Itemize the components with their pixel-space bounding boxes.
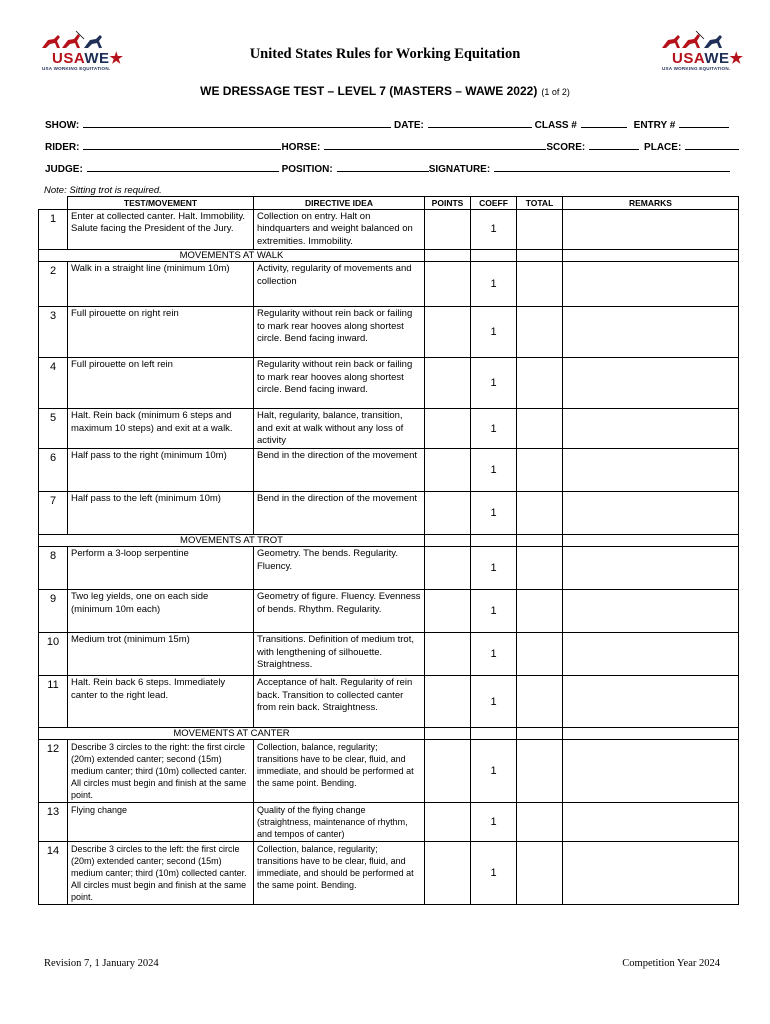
total-cell[interactable] [517,633,563,676]
date-field[interactable] [428,118,532,128]
total-cell[interactable] [517,740,563,803]
table-header [39,197,739,210]
place-field[interactable] [685,140,739,150]
page-indicator: (1 of 2) [541,87,570,97]
entry-field[interactable] [679,118,729,128]
remarks-cell[interactable] [563,547,739,590]
date-label: DATE: [394,120,424,131]
directive-text: Regularity without rein back or failing to mark rear hooves along shortest circle. Bend facing inward. [254,358,425,409]
points-cell[interactable] [425,492,471,535]
directive-text: Bend in the direction of the movement [254,449,425,492]
score-field[interactable] [589,140,639,150]
table-row [39,492,739,535]
table-row [39,842,739,905]
logo-usa: USA [672,50,705,67]
movement-number: 6 [39,449,68,492]
test-name: WE DRESSAGE TEST – LEVEL 7 (MASTERS – WAWE 2022) [200,84,538,98]
movement-text: Two leg yields, one on each side (minimum 10m each) [68,590,254,633]
remarks-cell[interactable] [563,842,739,905]
movement-text: Halt. Rein back 6 steps. Immediately canter to the right lead. [68,676,254,728]
signature-label: SIGNATURE: [428,164,491,175]
horse-label: HORSE: [281,142,321,153]
points-cell[interactable] [425,740,471,803]
remarks-cell[interactable] [563,633,739,676]
total-cell[interactable] [517,262,563,307]
total-cell[interactable] [517,210,563,250]
section-walk: MOVEMENTS AT WALK [39,250,425,262]
movement-number: 2 [39,262,68,307]
points-cell[interactable] [425,210,471,250]
remarks-cell[interactable] [563,307,739,358]
total-cell[interactable] [517,842,563,905]
revision-footer: Revision 7, 1 January 2024 [44,958,159,969]
logo-tagline: USA WORKING EQUITATION. [662,66,731,71]
points-cell[interactable] [425,262,471,307]
movement-number: 5 [39,409,68,449]
total-cell[interactable] [517,358,563,409]
coeff-cell: 1 [471,676,517,728]
table-row [39,590,739,633]
directive-text: Regularity without rein back or failing to mark rear hooves along shortest circle. Bend facing inward. [254,307,425,358]
remarks-cell[interactable] [563,740,739,803]
judge-field[interactable] [87,162,279,172]
section-row [39,250,739,262]
points-cell[interactable] [425,590,471,633]
header-movement: TEST/MOVEMENT [68,197,254,210]
directive-text: Acceptance of halt. Regularity of rein back. Transition to collected canter from rein back. Straightness. [254,676,425,728]
points-cell[interactable] [425,842,471,905]
table-row [39,547,739,590]
total-cell[interactable] [517,307,563,358]
movement-number: 1 [39,210,68,250]
points-cell[interactable] [425,547,471,590]
table-row [39,449,739,492]
coeff-cell: 1 [471,803,517,842]
directive-text: Halt, regularity, balance, transition, and exit at walk without any loss of activity [254,409,425,449]
table-row [39,633,739,676]
table-row [39,803,739,842]
remarks-cell[interactable] [563,590,739,633]
signature-field[interactable] [494,162,730,172]
points-cell[interactable] [425,358,471,409]
rider-field[interactable] [83,140,281,150]
directive-text: Transitions. Definition of medium trot, with lengthening of silhouette. Straightness. [254,633,425,676]
class-field[interactable] [581,118,627,128]
logo-we: WE [84,50,110,67]
section-canter: MOVEMENTS AT CANTER [39,728,425,740]
total-cell[interactable] [517,409,563,449]
movement-text: Enter at collected canter. Halt. Immobility. Salute facing the President of the Jury. [68,210,254,250]
rider-label: RIDER: [45,142,80,153]
coeff-cell: 1 [471,262,517,307]
directive-text: Geometry. The bends. Regularity. Fluency. [254,547,425,590]
remarks-cell[interactable] [563,358,739,409]
coeff-cell: 1 [471,547,517,590]
table-row [39,358,739,409]
movement-number: 11 [39,676,68,728]
test-subtitle [0,84,770,98]
directive-text: Collection, balance, regularity; transitions have to be clear, fluid, and immediate, and should be performed at the same point. Bending. [254,740,425,803]
coeff-cell: 1 [471,633,517,676]
horse-field[interactable] [324,140,546,150]
coeff-cell: 1 [471,842,517,905]
movement-text: Describe 3 circles to the left: the first circle (20m) extended canter; second (15m) medium canter; third (10m) collected canter. All circles must begin and finish at the same point. [68,842,254,905]
movement-text: Half pass to the left (minimum 10m) [68,492,254,535]
table-row [39,740,739,803]
position-label: POSITION: [281,164,333,175]
class-label: CLASS # [534,120,577,131]
coeff-cell: 1 [471,210,517,250]
movement-number: 3 [39,307,68,358]
table-row [39,262,739,307]
coeff-cell: 1 [471,409,517,449]
show-field[interactable] [83,118,391,128]
directive-text: Activity, regularity of movements and collection [254,262,425,307]
dressage-test-table [38,196,739,905]
total-cell[interactable] [517,547,563,590]
remarks-cell[interactable] [563,492,739,535]
header-points: POINTS [425,197,471,210]
total-cell[interactable] [517,803,563,842]
table-row [39,409,739,449]
movement-text: Halt. Rein back (minimum 6 steps and maximum 10 steps) and exit at a walk. [68,409,254,449]
directive-text: Quality of the flying change (straightness, maintenance of rhythm, and tempos of canter) [254,803,425,842]
header-coeff: COEFF [471,197,517,210]
coeff-cell: 1 [471,590,517,633]
fields-row-judge [45,162,730,175]
logo-tagline: USA WORKING EQUITATION. [42,66,111,71]
header-directive: DIRECTIVE IDEA [254,197,425,210]
place-label: PLACE: [644,142,682,153]
remarks-cell[interactable] [563,262,739,307]
header-total: TOTAL [517,197,563,210]
entry-label: ENTRY # [633,120,676,131]
points-cell[interactable] [425,676,471,728]
remarks-cell[interactable] [563,676,739,728]
coeff-cell: 1 [471,740,517,803]
logo-we: WE [704,50,730,67]
sitting-trot-note: Note: Sitting trot is required. [44,185,162,196]
coeff-cell: 1 [471,307,517,358]
points-cell[interactable] [425,449,471,492]
total-cell[interactable] [517,492,563,535]
movement-number: 12 [39,740,68,803]
judge-label: JUDGE: [45,164,83,175]
movement-number: 7 [39,492,68,535]
movement-number: 14 [39,842,68,905]
section-row [39,535,739,547]
points-cell[interactable] [425,307,471,358]
coeff-cell: 1 [471,358,517,409]
directive-text: Geometry of figure. Fluency. Evenness of bends. Rhythm. Regularity. [254,590,425,633]
table-row [39,210,739,250]
total-cell[interactable] [517,590,563,633]
movement-number: 9 [39,590,68,633]
coeff-cell: 1 [471,449,517,492]
points-cell[interactable] [425,803,471,842]
movement-text: Full pirouette on left rein [68,358,254,409]
fields-row-show [45,118,729,131]
section-row [39,728,739,740]
movement-number: 8 [39,547,68,590]
movement-text: Medium trot (minimum 15m) [68,633,254,676]
section-trot: MOVEMENTS AT TROT [39,535,425,547]
table-row [39,307,739,358]
total-cell[interactable] [517,676,563,728]
movement-text: Half pass to the right (minimum 10m) [68,449,254,492]
table-row [39,676,739,728]
position-field[interactable] [337,162,429,172]
points-cell[interactable] [425,409,471,449]
movement-text: Flying change [68,803,254,842]
directive-text: Collection, balance, regularity; transitions have to be clear, fluid, and immediate, and should be performed at the same point. Bending. [254,842,425,905]
fields-row-rider [45,140,739,153]
remarks-cell[interactable] [563,409,739,449]
movement-text: Describe 3 circles to the right: the first circle (20m) extended canter; second (15m) medium canter; third (10m) collected canter. All circles must begin and finish at the same point. [68,740,254,803]
directive-text: Collection on entry. Halt on hindquarters and weight balanced on extremities. Immobility. [254,210,425,250]
directive-text: Bend in the direction of the movement [254,492,425,535]
usawe-logo-left: USAWE★ USA WORKING EQUITATION. [40,30,112,68]
document-title: United States Rules for Working Equitation [249,46,521,62]
usawe-logo-right: USAWE★ USA WORKING EQUITATION. [660,30,732,68]
remarks-cell[interactable] [563,449,739,492]
score-label: SCORE: [546,142,586,153]
movement-text: Perform a 3-loop serpentine [68,547,254,590]
movement-number: 13 [39,803,68,842]
points-cell[interactable] [425,633,471,676]
show-label: SHOW: [45,120,80,131]
movement-text: Full pirouette on right rein [68,307,254,358]
movement-number: 4 [39,358,68,409]
remarks-cell[interactable] [563,210,739,250]
competition-year-footer: Competition Year 2024 [622,958,720,969]
movement-text: Walk in a straight line (minimum 10m) [68,262,254,307]
total-cell[interactable] [517,449,563,492]
coeff-cell: 1 [471,492,517,535]
remarks-cell[interactable] [563,803,739,842]
header-remarks: REMARKS [563,197,739,210]
logo-usa: USA [52,50,85,67]
movement-number: 10 [39,633,68,676]
